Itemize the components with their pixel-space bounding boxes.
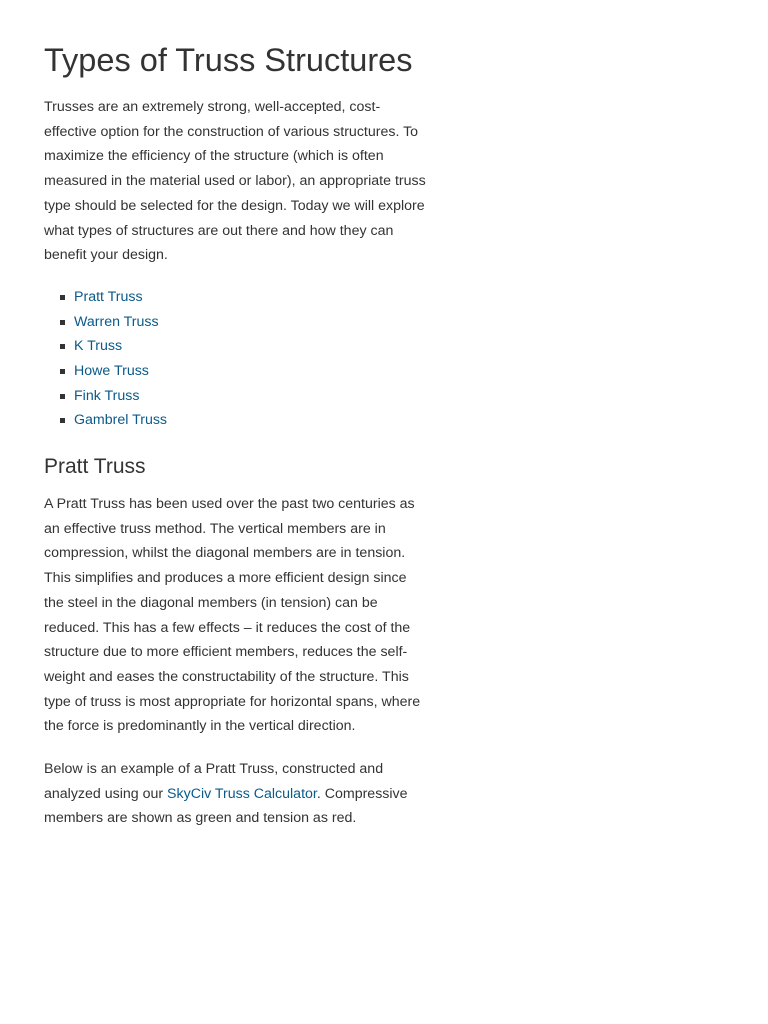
square-bullet-icon bbox=[60, 418, 65, 423]
paragraph-line: This simplifies and produces a more efficient design since bbox=[44, 570, 407, 587]
skyciv-truss-calculator-link[interactable]: SkyCiv Truss Calculator bbox=[167, 785, 317, 802]
square-bullet-icon bbox=[60, 295, 65, 300]
square-bullet-icon bbox=[60, 394, 65, 399]
intro-line: type should be selected for the design. Today we will explore bbox=[44, 197, 425, 214]
intro-line: Trusses are an extremely strong, well-accepted, cost- bbox=[44, 99, 381, 115]
paragraph-text: analyzed using our bbox=[44, 785, 168, 802]
paragraph-line: the force is predominantly in the vertical direction. bbox=[44, 718, 356, 735]
example-paragraph bbox=[44, 757, 444, 831]
intro-line: benefit your design. bbox=[44, 247, 168, 264]
intro-line: effective option for the construction of various structures. To bbox=[44, 123, 419, 140]
toc-link-k-truss[interactable]: K Truss bbox=[74, 338, 123, 355]
toc-link-gambrel-truss[interactable]: Gambrel Truss bbox=[74, 412, 168, 429]
intro-line: what types of structures are out there and how they can bbox=[44, 222, 394, 239]
paragraph-line: structure due to more efficient members, reduces the self- bbox=[44, 644, 408, 661]
toc-item-warren bbox=[44, 310, 167, 335]
square-bullet-icon bbox=[60, 369, 65, 374]
intro-paragraph bbox=[44, 95, 444, 268]
toc-link-warren-truss[interactable]: Warren Truss bbox=[74, 313, 159, 330]
section-heading-pratt-truss: Pratt Truss bbox=[44, 455, 146, 478]
intro-line: maximize the efficiency of the structure (which is often bbox=[44, 148, 384, 165]
paragraph-line: the steel in the diagonal members (in tension) can be bbox=[44, 594, 378, 611]
toc-item-pratt bbox=[44, 285, 167, 310]
toc-link-pratt-truss[interactable]: Pratt Truss bbox=[74, 289, 143, 305]
paragraph-line: members are shown as green and tension as red. bbox=[44, 810, 357, 827]
paragraph-line: an effective truss method. The vertical members are in bbox=[44, 520, 386, 537]
paragraph-line: A Pratt Truss has been used over the past two centuries as bbox=[44, 496, 415, 512]
paragraph-line bbox=[44, 782, 444, 807]
paragraph-line: reduced. This has a few effects – it reduces the cost of the bbox=[44, 619, 411, 636]
toc-link-fink-truss[interactable]: Fink Truss bbox=[74, 387, 140, 404]
page-title: Types of Truss Structures bbox=[44, 42, 413, 78]
toc-link-howe-truss[interactable]: Howe Truss bbox=[74, 363, 149, 380]
square-bullet-icon bbox=[60, 320, 65, 325]
paragraph-text: . Compressive bbox=[316, 785, 408, 802]
table-of-contents bbox=[44, 285, 167, 433]
paragraph-line: compression, whilst the diagonal members are in tension. bbox=[44, 545, 406, 562]
pratt-truss-paragraph bbox=[44, 492, 444, 739]
toc-item-gambrel bbox=[44, 408, 167, 433]
toc-item-howe bbox=[44, 359, 167, 384]
paragraph-line: weight and eases the constructability of the structure. This bbox=[44, 668, 409, 685]
toc-item-fink bbox=[44, 384, 167, 409]
paragraph-line: type of truss is most appropriate for horizontal spans, where bbox=[44, 693, 421, 710]
paragraph-line: Below is an example of a Pratt Truss, constructed and bbox=[44, 761, 384, 777]
toc-item-k bbox=[44, 334, 167, 359]
intro-line: measured in the material used or labor), an appropriate truss bbox=[44, 173, 426, 190]
square-bullet-icon bbox=[60, 344, 65, 349]
